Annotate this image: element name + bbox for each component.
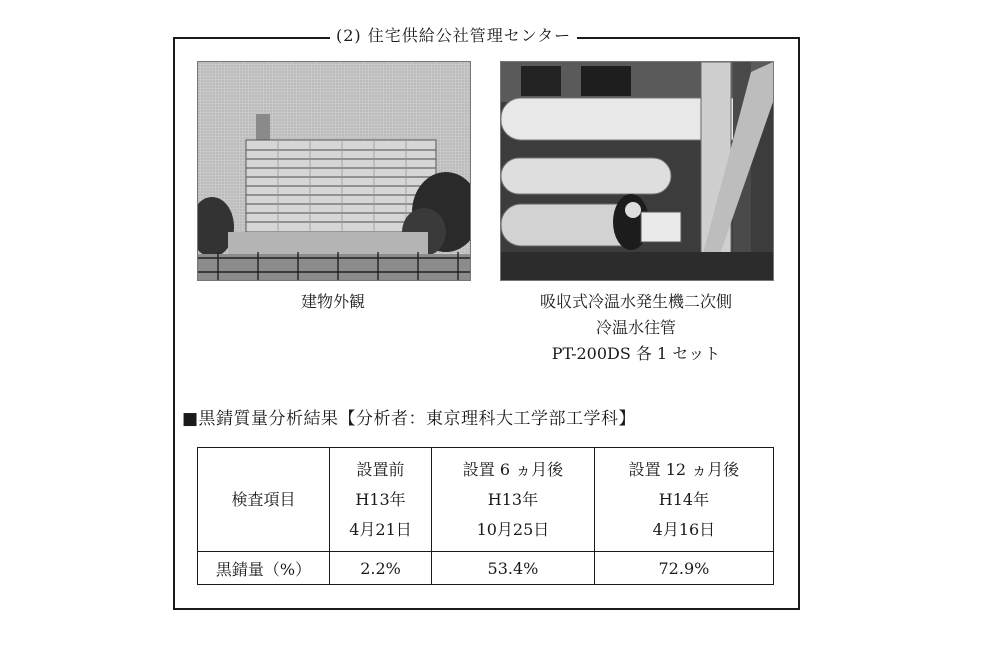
analysis-title: ■黒錆質量分析結果【分析者：東京理科大工学部工学科】 — [182, 409, 637, 429]
pipe-caption-line-1: 吸収式冷温水発生機二次側 — [539, 292, 732, 311]
value-cell: 2.2% — [330, 552, 432, 585]
column-header-cell — [330, 448, 432, 552]
pipe-caption-line-2: 冷温水往管 — [595, 318, 676, 337]
column-label: 設置 12 ヵ月後 — [628, 459, 740, 479]
column-year: H13年 — [487, 489, 539, 509]
column-date: 4月16日 — [652, 519, 716, 539]
column-header-cell — [432, 448, 595, 552]
column-label: 設置前 — [356, 459, 405, 479]
item-header-cell: 検査項目 — [198, 448, 330, 552]
chilled-water-pipe-photo — [500, 61, 774, 281]
column-label: 設置 6 ヵ月後 — [462, 459, 564, 479]
value-cell: 72.9% — [594, 552, 773, 585]
building-exterior-caption: 建物外観 — [300, 292, 365, 311]
column-year: H14年 — [658, 489, 710, 509]
analysis-table — [197, 447, 774, 585]
table-header-row — [198, 448, 774, 552]
column-date: 4月21日 — [349, 519, 412, 539]
column-date: 10月25日 — [476, 519, 550, 539]
column-header-cell — [594, 448, 773, 552]
pipe-caption — [480, 289, 792, 367]
building-exterior-photo — [197, 61, 471, 281]
pipe-caption-line-3: PT-200DS 各 1 セット — [551, 344, 721, 363]
section-heading: (2) 住宅供給公社管理センター — [330, 24, 577, 48]
row-label-cell: 黒錆量（%） — [198, 552, 330, 585]
value-cell: 53.4% — [432, 552, 595, 585]
table-row — [198, 552, 774, 585]
column-year: H13年 — [355, 489, 406, 509]
